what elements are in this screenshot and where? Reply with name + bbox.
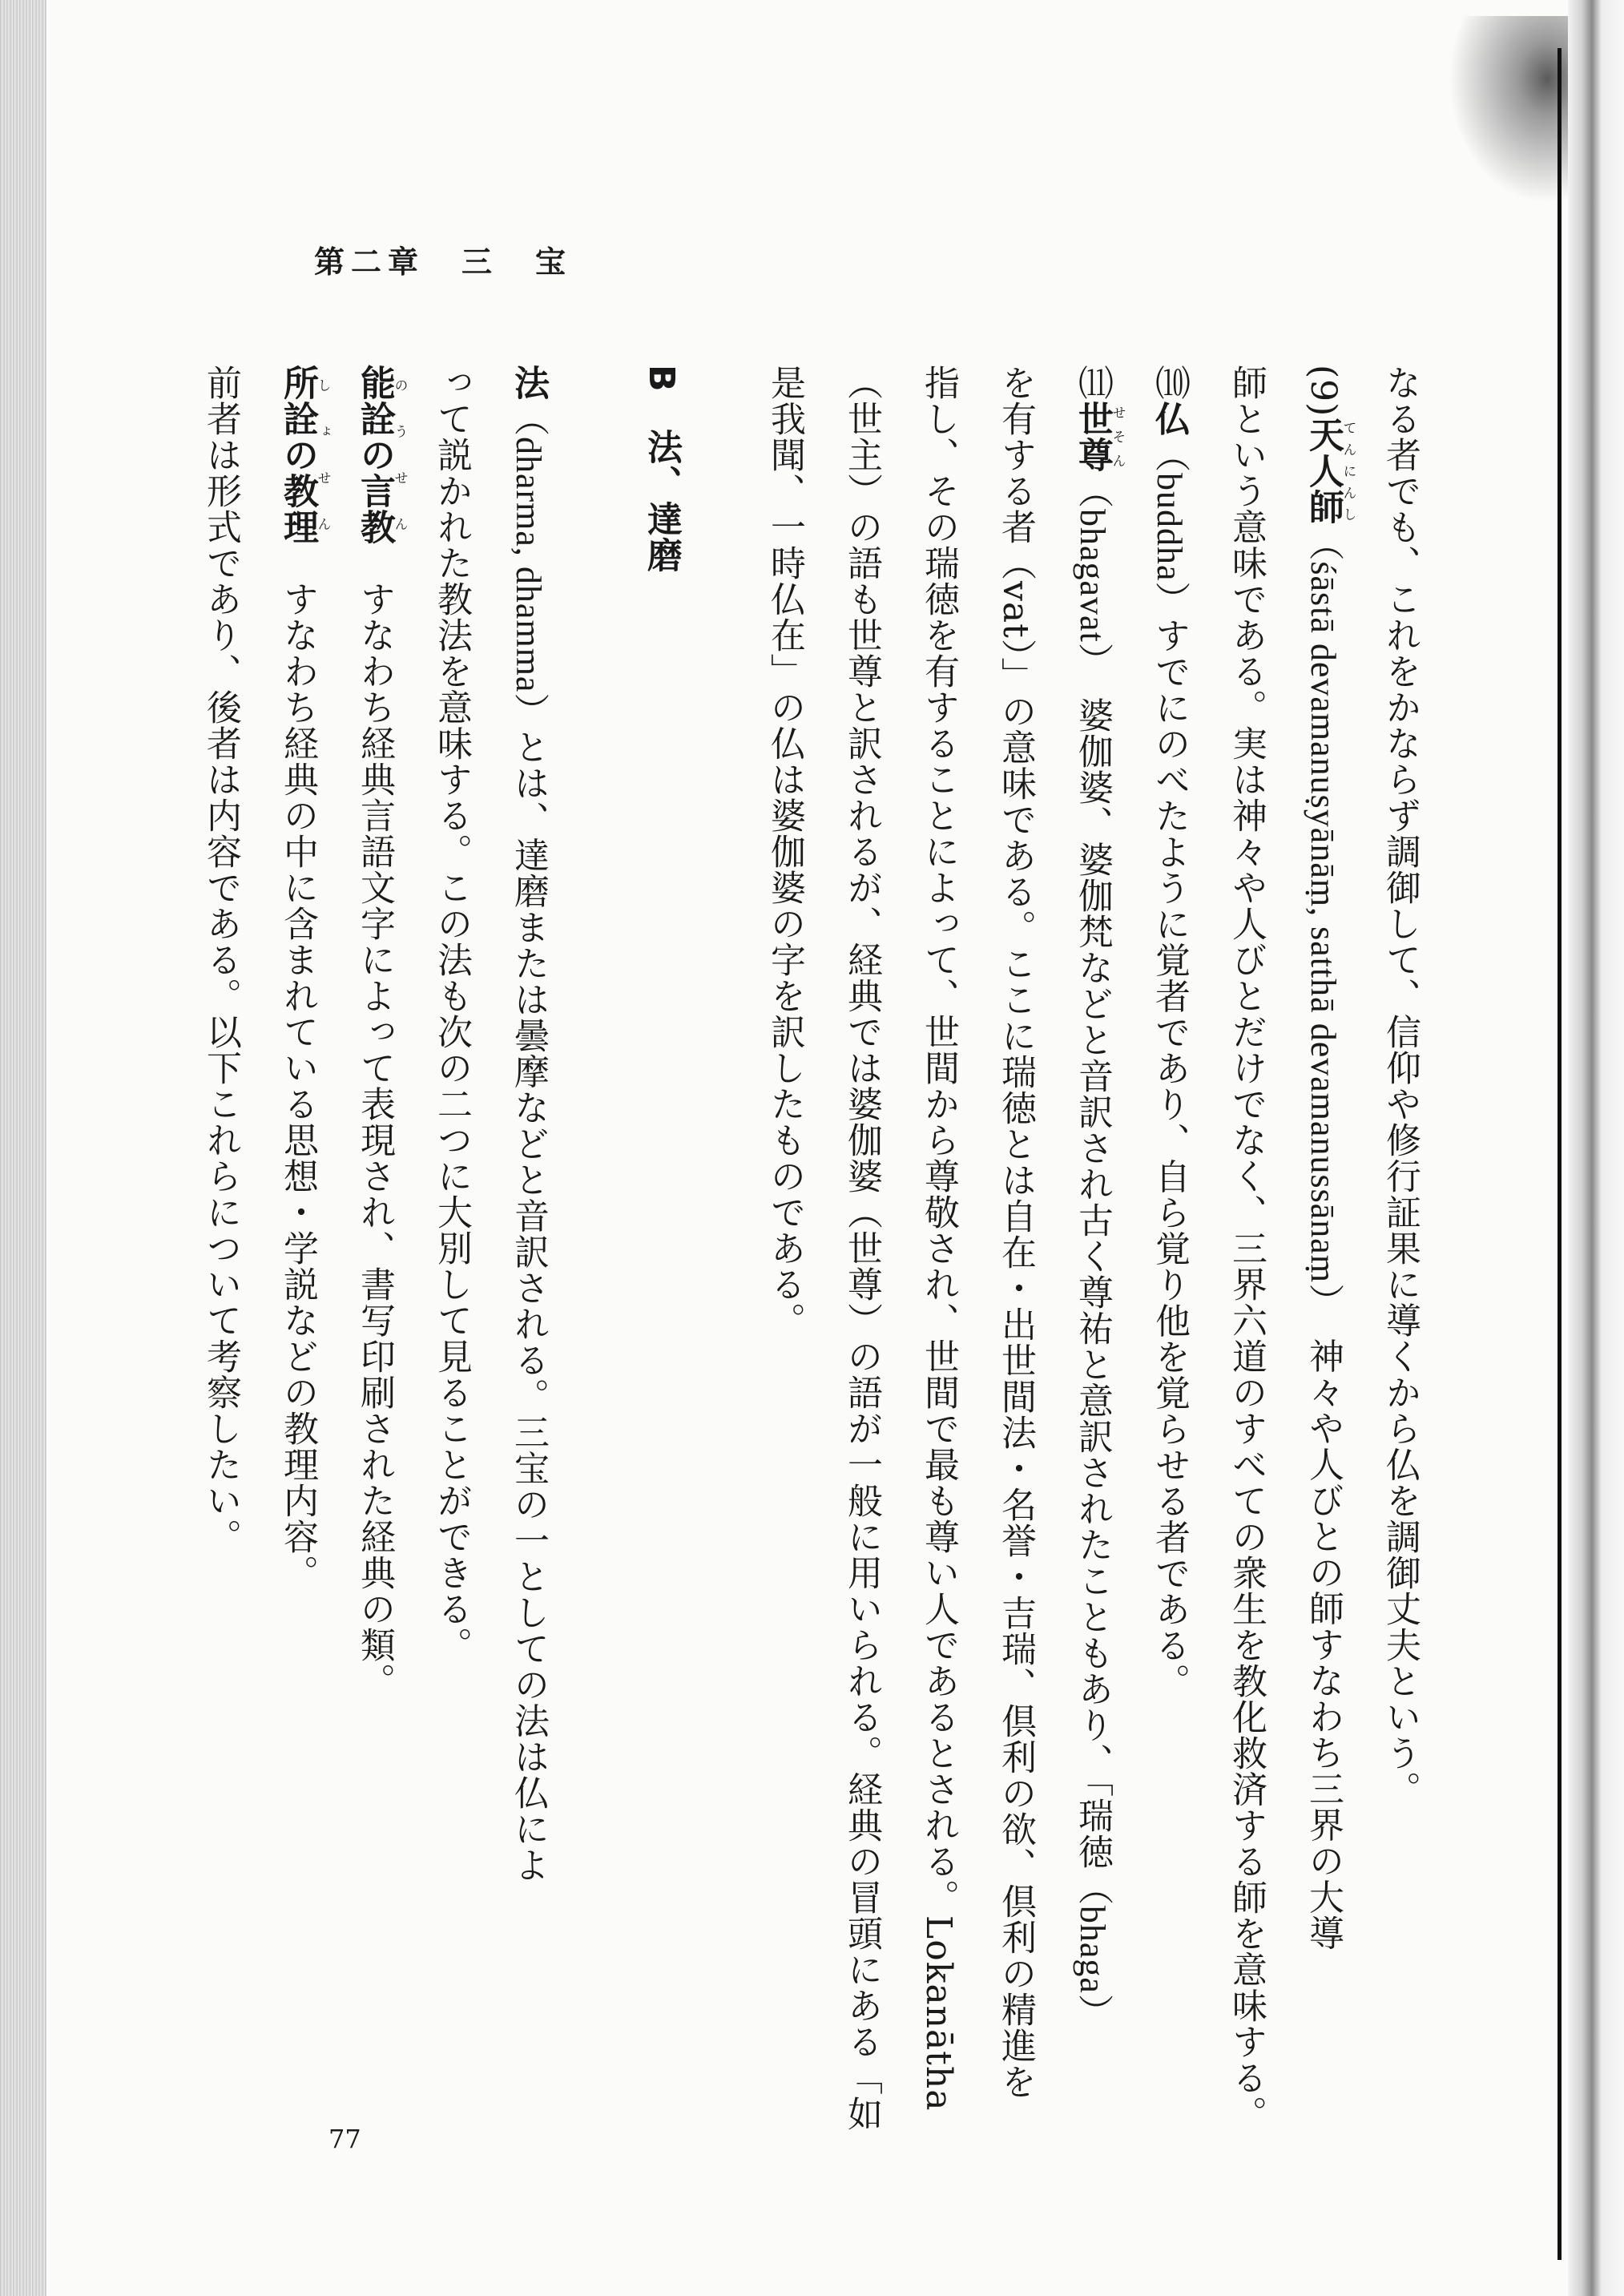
ruby-tenninshi: てんにんし (1340, 417, 1356, 526)
text-column-4 (1130, 365, 1207, 2088)
definition-text: （bhagavat） 婆伽婆、婆伽梵などと音訳され古く尊祐と意訳されたこともあり、「瑞徳（bhaga） (1073, 473, 1112, 2030)
text-column-3: 師という意味である。実は神々や人びとだけでなく、三界六道のすべての衆生を教化救済する師を意味する。 (1226, 365, 1267, 2132)
definition-text: （buddha）すでにのべたように覚者であり、自ら覚り他を覚らせる者である。 (1150, 437, 1189, 1700)
definition-text: （śāstā devamanuṣyānāṃ, satthā devamanussānaṃ） 神々や人びとの師すなわち三界の大導 (1304, 525, 1343, 1951)
section-b-summary: 前者は形式であり、後者は内容である。以下これらについて考察したい。 (200, 365, 241, 1555)
ruby-seson: せそん (1109, 401, 1126, 473)
page-number: 77 (328, 2124, 361, 2154)
binding-rule (1558, 48, 1562, 2260)
section-b-paragraph-cont: って説かれた教法を意味する。この法も次の二つに大別して見ることができる。 (431, 365, 472, 1663)
text-column-5 (1054, 365, 1130, 2088)
term-dharma: 法 (508, 365, 549, 401)
section-b-item-1: 能詮の言教のうせん すなわち経典言語文字によって表現され、書写印刷された経典の類。 (354, 365, 408, 1699)
text-column-8: （世主）の語も世尊と訳されるが、経典では婆伽婆（世尊）の語が一般に用いられる。経典の冒頭にある「如 (841, 365, 882, 2132)
term-butsu: 仏 (1149, 401, 1190, 437)
section-b-item-2: 所詮の教理しょせん すなわち経典の中に含まれている思想・学説などの教理内容。 (277, 365, 331, 1591)
scan-corner-shadow (1432, 16, 1568, 224)
term-nousen-no-gonkyo: 能詮の言教のうせん (354, 365, 408, 545)
term-shosen-no-kyouri: 所詮の教理しょせん (277, 365, 331, 545)
item-number: ⑾ (1072, 365, 1113, 401)
text-column-2 (1284, 365, 1361, 2088)
text-column-1: なる者でも、これをかならず調御して、信仰や修行証果に導くから仏を調御丈夫という。 (1380, 365, 1420, 1807)
ruby-shosen: しょせん (314, 365, 331, 545)
section-b-paragraph: 法（dharma, dhamma）とは、達磨または曇摩などと音訳される。三宝の一としての法は仏によ (508, 365, 549, 1883)
item-number: (9) (1303, 365, 1344, 418)
section-b-heading: B 法、達磨 (641, 365, 682, 573)
text-column-7: 指し、その瑞徳を有することによって、世間から尊敬され、世間で最も尊い人であるとされる。Lokanātha (918, 365, 959, 2112)
term-seson: 世尊せそん (1072, 401, 1126, 473)
term-tenninshi: 天人師てんにんし (1303, 417, 1356, 526)
vertical-text-body (0, 365, 1438, 2132)
scan-binding-edge (1568, 0, 1624, 2296)
section-a-heading (0, 365, 182, 2088)
item-number: ⑽ (1149, 365, 1190, 401)
ruby-nousen: のうせん (391, 365, 408, 545)
running-head: 第二章 三 宝 (314, 244, 573, 280)
text-column-9: 是我聞、一時仏在」の仏は婆伽婆の字を訳したものである。 (764, 365, 805, 1338)
text-column-6: を有する者（vat）」の意味である。ここに瑞徳とは自在・出世間法・名誉・吉瑞、倶利の欲、倶利の精進を (995, 365, 1036, 2100)
